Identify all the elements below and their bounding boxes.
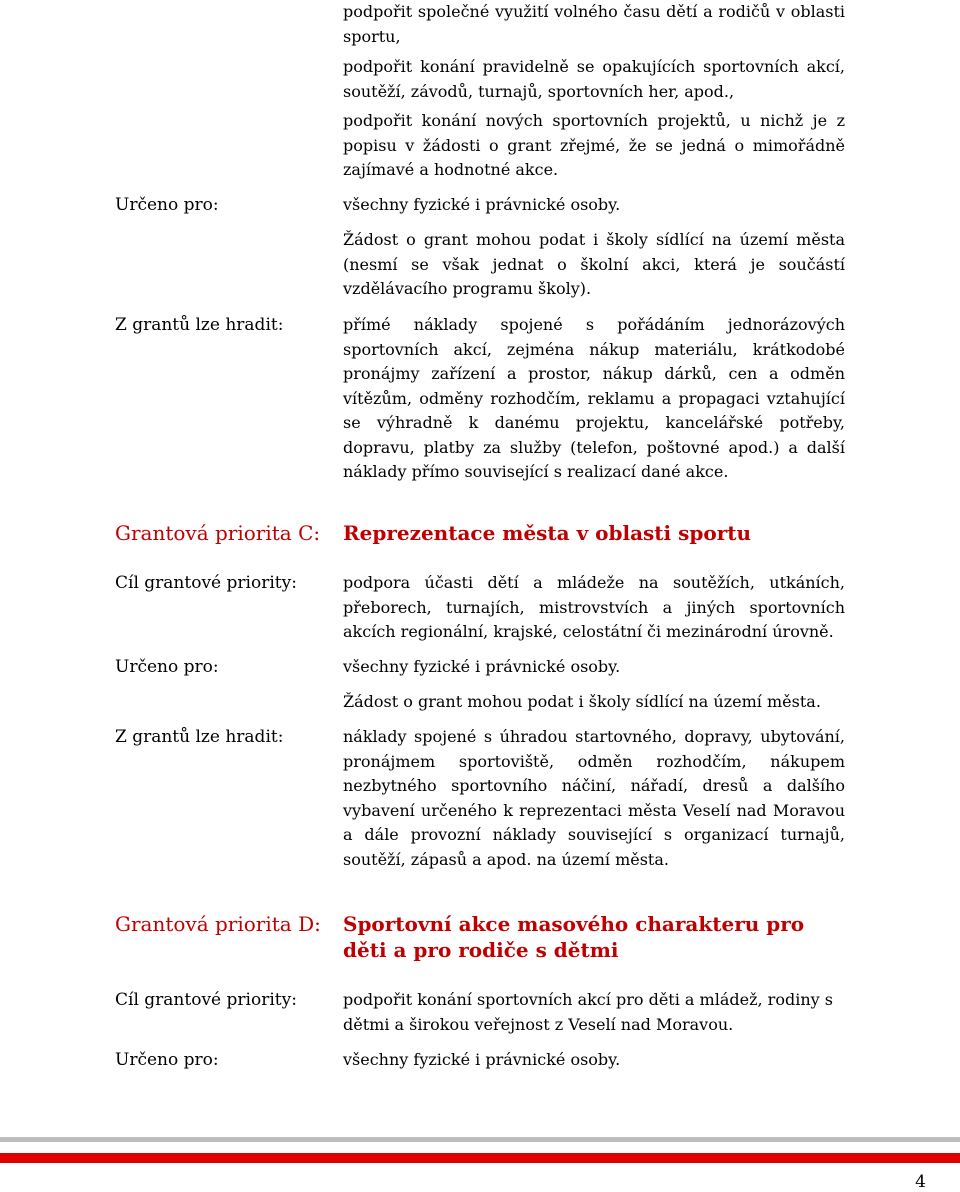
eligible-costs-label: Z grantů lze hradit: <box>115 315 284 335</box>
page-number: 4 <box>915 1172 926 1192</box>
priority-d-goal-label: Cíl grantové priority: <box>115 990 297 1010</box>
priority-d-title: Sportovní akce masového charakteru pro děti a pro rodiče s dětmi <box>343 912 805 962</box>
goal-item-3: podpořit konání nových sportovních projektů, u nichž je z popisu v žádosti o grant zřejmé, že se jedná o mimořádně zajímavé a hodnotné akce. <box>343 111 845 179</box>
intended-for-label: Určeno pro: <box>115 195 219 215</box>
priority-c-for-label: Určeno pro: <box>115 657 219 677</box>
priority-c-costs-label: Z grantů lze hradit: <box>115 727 284 747</box>
priority-d-label: Grantová priorita D: <box>115 912 321 936</box>
priority-c-costs-text: náklady spojené s úhradou startovného, dopravy, ubytování, pronájmem sportoviště, odměn rozhodčím, nákupem nezbytného sportovního náčiní, nářadí, dresů a dalšího vybavení určeného k reprezentaci města Veselí nad Moravou a dále provozní náklady související s organizací turnajů, soutěží, zápasů a apod. na území města. <box>343 727 845 869</box>
priority-c-goal-text: podpora účasti dětí a mládeže na soutěžích, utkáních, přeborech, turnajích, mistrovstvích a jiných sportovních akcích regionální, krajské, celostátní či mezinárodní úrovně. <box>343 573 845 641</box>
priority-c-goal-label: Cíl grantové priority: <box>115 573 297 593</box>
priority-d-goal-text: podpořit konání sportovních akcí pro děti a mládež, rodiny s dětmi a širokou veřejnost z Veselí nad Moravou. <box>343 990 833 1034</box>
priority-d-for-label: Určeno pro: <box>115 1050 219 1070</box>
footer-rule-red <box>0 1153 960 1163</box>
goal-item-1: podpořit společné využití volného času dětí a rodičů v oblasti sportu, <box>343 2 845 46</box>
priority-c-for-text: všechny fyzické i právnické osoby. <box>343 657 621 676</box>
schools-note: Žádost o grant mohou podat i školy sídlící na území města (nesmí se však jednat o školní akci, která je součástí vzdělávacího programu školy). <box>343 230 845 298</box>
priority-d-for-text: všechny fyzické i právnické osoby. <box>343 1050 621 1069</box>
eligible-costs-text: přímé náklady spojené s pořádáním jednorázových sportovních akcí, zejména nákup materiálu, krátkodobé pronájmy zařízení a prostor, nákup dárků, cen a odměn vítězům, odměny rozhodčím, reklamu a propagaci vztahující se výhradně k danému projektu, kancelářské potřeby, dopravu, platby za služby (telefon, poštovné apod.) a další náklady přímo související s realizací dané akce. <box>343 315 845 481</box>
priority-c-title: Reprezentace města v oblasti sportu <box>343 521 752 545</box>
footer-rule-grey <box>0 1137 960 1142</box>
priority-c-schools-note: Žádost o grant mohou podat i školy sídlící na území města. <box>343 692 821 711</box>
priority-c-label: Grantová priorita C: <box>115 521 321 545</box>
goal-item-2: podpořit konání pravidelně se opakujících sportovních akcí, soutěží, závodů, turnajů, sportovních her, apod., <box>343 57 845 101</box>
intended-for-text: všechny fyzické i právnické osoby. <box>343 195 621 214</box>
